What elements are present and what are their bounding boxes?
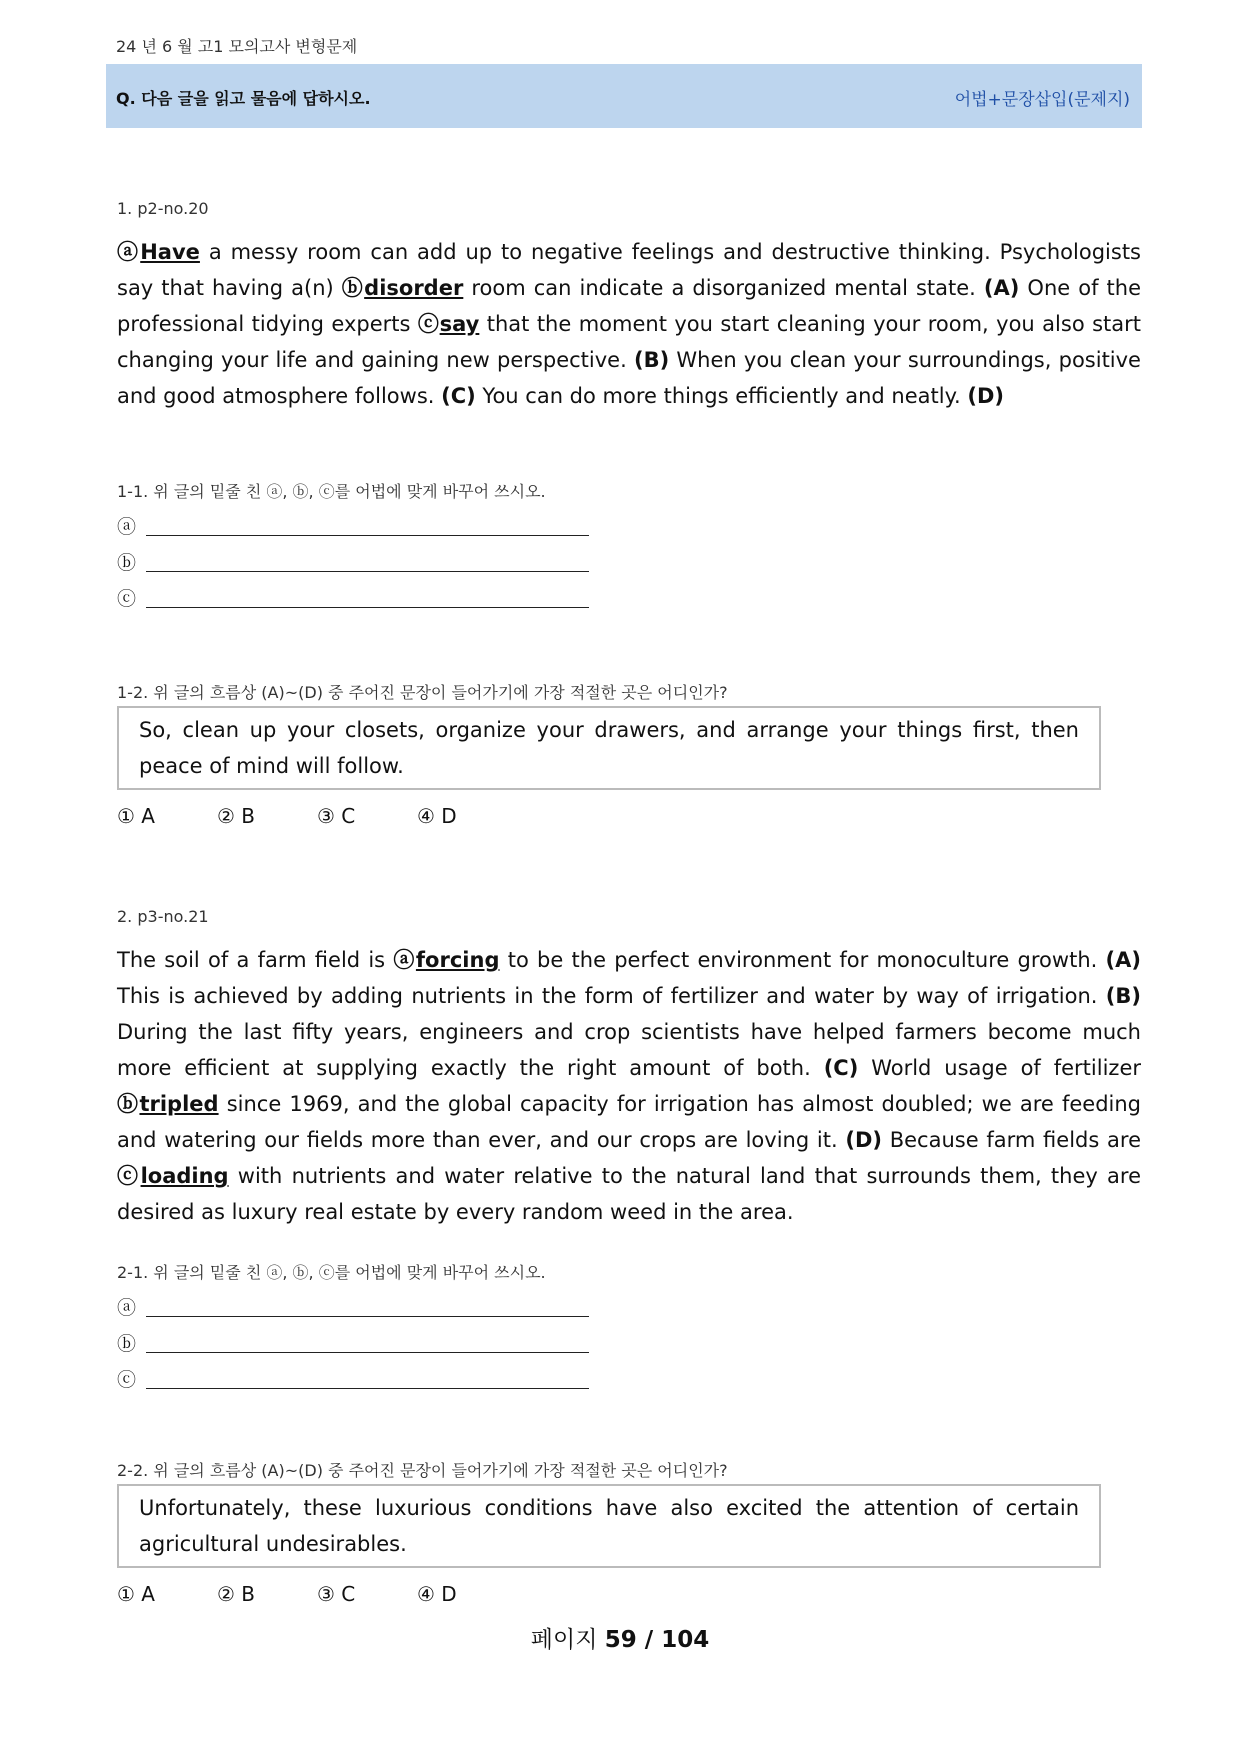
underlined-word: tripled: [139, 1092, 219, 1116]
page-label: 페이지: [530, 1627, 605, 1653]
marker-a: ⓐ: [117, 1297, 137, 1319]
underlined-word: forcing: [415, 948, 500, 972]
choice-list: [117, 804, 1141, 828]
passage-marker: ⓐ: [117, 240, 141, 264]
question-2-passage: [117, 942, 1141, 1230]
question-2-id: 2. p3-no.21: [117, 907, 209, 926]
page-separator: /: [636, 1627, 662, 1653]
answer-line-b[interactable]: [117, 1325, 1141, 1361]
passage-text: a messy room can add up to negative feelings and destructive thinking. Psychologists say that having a(n): [117, 240, 1141, 300]
instruction-text: Q. 다음 글을 읽고 물음에 답하시오.: [116, 89, 371, 108]
page-number: [0, 1621, 1240, 1654]
choice-1[interactable]: ① A: [117, 1582, 155, 1606]
passage-marker: ⓑ: [117, 1092, 140, 1116]
answer-blank: [146, 535, 589, 536]
answer-line-c[interactable]: [117, 580, 1141, 616]
choice-4[interactable]: ④ D: [417, 1582, 457, 1606]
marker-b: ⓑ: [117, 1333, 137, 1355]
passage-marker: (C): [441, 384, 476, 408]
marker-c: ⓒ: [117, 1369, 137, 1391]
question-1-2: [117, 680, 1141, 828]
answer-line-a[interactable]: [117, 508, 1141, 544]
choice-2[interactable]: ② B: [217, 1582, 256, 1606]
instruction-header: [106, 64, 1142, 128]
question-2-1-answers: [117, 1289, 1141, 1397]
passage-marker: (A): [1105, 948, 1141, 972]
question-1: [117, 199, 1141, 414]
passage-marker: (D): [967, 384, 1005, 408]
total-pages: 104: [661, 1627, 710, 1653]
choice-1[interactable]: ① A: [117, 804, 155, 828]
answer-blank: [146, 571, 589, 572]
marker-b: ⓑ: [117, 552, 137, 574]
answer-line-a[interactable]: [117, 1289, 1141, 1325]
passage-text: room can indicate a disorganized mental state.: [463, 276, 984, 300]
question-2: [117, 907, 1141, 1230]
answer-blank: [146, 1316, 589, 1317]
passage-text: that the moment you start cleaning your room, you also start changing your life and gaining new perspective.: [117, 312, 1141, 372]
passage-text: One of the professional tidying experts: [117, 276, 1141, 336]
passage-marker: (A): [983, 276, 1020, 300]
question-1-1-answers: [117, 508, 1141, 616]
passage-marker: ⓒ: [417, 312, 440, 336]
underlined-word: say: [439, 312, 480, 336]
document-title: 24 년 6 월 고1 모의고사 변형문제: [116, 37, 358, 56]
choice-3[interactable]: ③ C: [317, 1582, 356, 1606]
passage-text: Because farm fields are: [882, 1128, 1141, 1152]
passage-marker: ⓐ: [393, 948, 416, 972]
question-2-1-prompt: 2-1. 위 글의 밑줄 친 ⓐ, ⓑ, ⓒ를 어법에 맞게 바꾸어 쓰시오.: [117, 1263, 546, 1282]
question-1-2-prompt: 1-2. 위 글의 흐름상 (A)~(D) 중 주어진 문장이 들어가기에 가장 적절한 곳은 어디인가?: [117, 683, 728, 702]
marker-a: ⓐ: [117, 516, 137, 538]
answer-blank: [146, 607, 589, 608]
question-2-2-prompt: 2-2. 위 글의 흐름상 (A)~(D) 중 주어진 문장이 들어가기에 가장 적절한 곳은 어디인가?: [117, 1461, 728, 1480]
passage-marker: ⓑ: [341, 276, 365, 300]
question-1-1-prompt: 1-1. 위 글의 밑줄 친 ⓐ, ⓑ, ⓒ를 어법에 맞게 바꾸어 쓰시오.: [117, 482, 546, 501]
passage-text: This is achieved by adding nutrients in the form of fertilizer and water by way of irrigation.: [117, 984, 1106, 1008]
passage-text: to be the perfect environment for monoculture growth.: [499, 948, 1106, 972]
choice-list: [117, 1582, 1141, 1606]
passage-marker: (B): [633, 348, 670, 372]
insert-sentence-box: So, clean up your closets, organize your drawers, and arrange your things first, then peace of mind will follow.: [117, 706, 1101, 790]
question-1-1: [117, 479, 1141, 616]
choice-4[interactable]: ④ D: [417, 804, 457, 828]
passage-marker: (D): [845, 1128, 882, 1152]
choice-2[interactable]: ② B: [217, 804, 256, 828]
current-page: 59: [604, 1627, 637, 1653]
worksheet-type-tag: 어법+문장삽입(문제지): [954, 90, 1130, 110]
passage-marker: ⓒ: [117, 1164, 141, 1188]
underlined-word: loading: [140, 1164, 229, 1188]
underlined-word: disorder: [364, 276, 464, 300]
passage-text: When you clean your surroundings, positive and good atmosphere follows.: [117, 348, 1141, 408]
underlined-word: Have: [140, 240, 200, 264]
answer-blank: [146, 1388, 589, 1389]
passage-marker: (B): [1105, 984, 1141, 1008]
passage-marker: (C): [823, 1056, 859, 1080]
passage-text: World usage of fertilizer: [858, 1056, 1141, 1080]
choice-3[interactable]: ③ C: [317, 804, 356, 828]
passage-text: You can do more things efficiently and neatly.: [475, 384, 968, 408]
question-2-2: [117, 1458, 1141, 1606]
question-1-id: 1. p2-no.20: [117, 199, 209, 218]
answer-line-c[interactable]: [117, 1361, 1141, 1397]
passage-text: During the last fifty years, engineers and crop scientists have helped farmers become much more efficient at supplying exactly the right amount of both.: [117, 1020, 1141, 1080]
question-2-1: [117, 1260, 1141, 1397]
answer-blank: [146, 1352, 589, 1353]
answer-line-b[interactable]: [117, 544, 1141, 580]
insert-sentence-box: Unfortunately, these luxurious conditions have also excited the attention of certain agricultural undesirables.: [117, 1484, 1101, 1568]
passage-text: with nutrients and water relative to the natural land that surrounds them, they are desired as luxury real estate by every random weed in the area.: [117, 1164, 1142, 1224]
passage-text: The soil of a farm field is: [117, 948, 394, 972]
marker-c: ⓒ: [117, 588, 137, 610]
question-1-passage: [117, 234, 1141, 414]
passage-text: since 1969, and the global capacity for irrigation has almost doubled; we are feeding and watering our fields more than ever, and our crops are loving it.: [117, 1092, 1142, 1152]
